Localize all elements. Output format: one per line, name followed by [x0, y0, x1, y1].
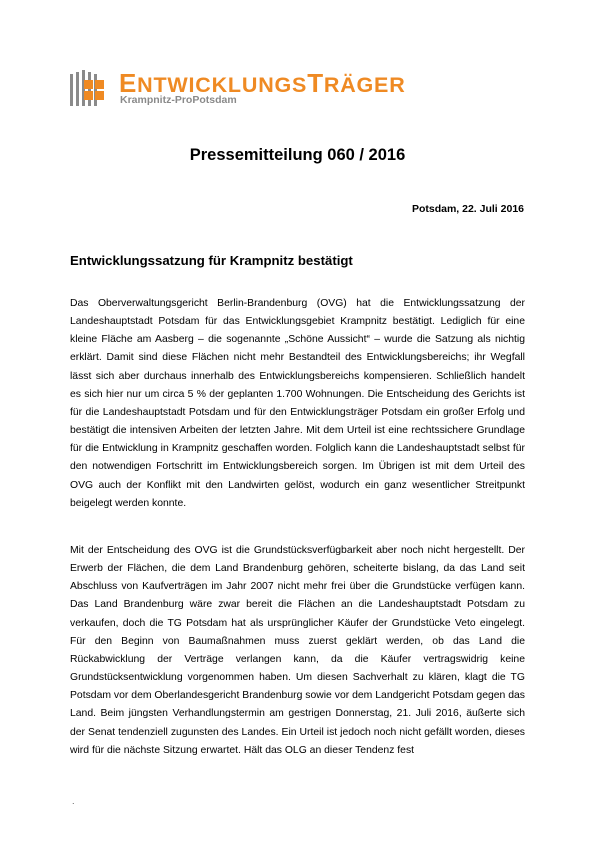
footer-mark: . — [72, 796, 75, 806]
press-release-title: Pressemitteilung 060 / 2016 — [189, 146, 406, 164]
logo-text-main: NTWICKLUNGS — [137, 73, 308, 97]
company-logo — [70, 68, 406, 110]
headline: Entwicklungssatzung für Krampnitz bestätigt — [70, 253, 353, 268]
logo-initial-e: E — [119, 68, 138, 98]
body-paragraph-2: Mit der Entscheidung des OVG ist die Grundstücksverfügbarkeit aber noch nicht hergestellt. Der Erwerb der Flächen, die dem Land Brandenburg gehören, scheiterte bislang, da das Land seit Abschluss von Kaufverträgen im Jahr 2007 nicht mehr frei über die Grundstücke verfügen kann. Das Land Brandenburg wäre zwar bereit die Flächen an die Landeshauptstadt Potsdam zu verkaufen, doch die TG Potsdam hat als ursprünglicher Käufer der Grundstücke Veto eingelegt. Für den Beginn von Baumaßnahmen muss zuerst geklärt werden, ob das Land die Rückabwicklung der Verträge verlangen kann, da die Käufer vertragswidrig keine Grundstücksentwicklung vorgenommen haben. Um diesen Sachverhalt zu klären, klagt die TG Potsdam vor dem Oberlandesgericht Brandenburg sowie vor dem Landgericht Potsdam gegen das Land. Beim jüngsten Verhandlungstermin am gestrigen Donnerstag, 21. Juli 2016, äußerte sich der Senat tendenziell zugunsten des Landes. Ein Urteil ist jedoch noch nicht gefällt worden, dieses wird für die nächste Sitzung erwartet. Hält das OLG an dieser Tendenz fest — [70, 545, 525, 756]
body-paragraph-1: Das Oberverwaltungsgericht Berlin-Brandenburg (OVG) hat die Entwicklungssatzung der Landeshauptstadt Potsdam für das Entwicklungsgebiet Krampnitz bestätigt. Lediglich für eine kleine Fläche am Aasberg – die sogenannte „Schöne Aussicht“ – wurde die Satzung als nichtig erklärt. Damit sind diese Flächen nicht mehr Bestandteil des Entwicklungsbereichs; ihr Wegfall lässt sich aber durchaus innerhalb des Entwicklungsbereichs kompensieren. Schließlich handelt es sich hier nur um circa 5 % der geplanten 1.700 Wohnungen. Die Entscheidung des Gerichts ist für die Landeshauptstadt Potsdam und für den Entwicklungsträger Potsdam ein großer Erfolg und bestätigt die intensiven Arbeiten der letzten Jahre. Mit dem Urteil ist eine rechtssichere Grundlage für die Entwicklung in Krampnitz geschaffen worden. Folglich kann die Landeshauptstadt selbst für den notwendigen Fortschritt im Entwicklungsbereich sorgen. Im Übrigen ist mit dem Urteil des OVG auch der Konflikt mit den Landwirten gelöst, wodurch ein ganz wesentlicher Streitpunkt beigelegt werden konnte. — [70, 298, 525, 509]
logo-initial-t: T — [307, 68, 324, 98]
logo-text-suffix: RÄGER — [323, 73, 406, 97]
logo-subtitle: Krampnitz-ProPotsdam — [120, 94, 237, 106]
dateline: Potsdam, 22. Juli 2016 — [411, 203, 524, 215]
logo-bars-icon — [70, 70, 110, 106]
